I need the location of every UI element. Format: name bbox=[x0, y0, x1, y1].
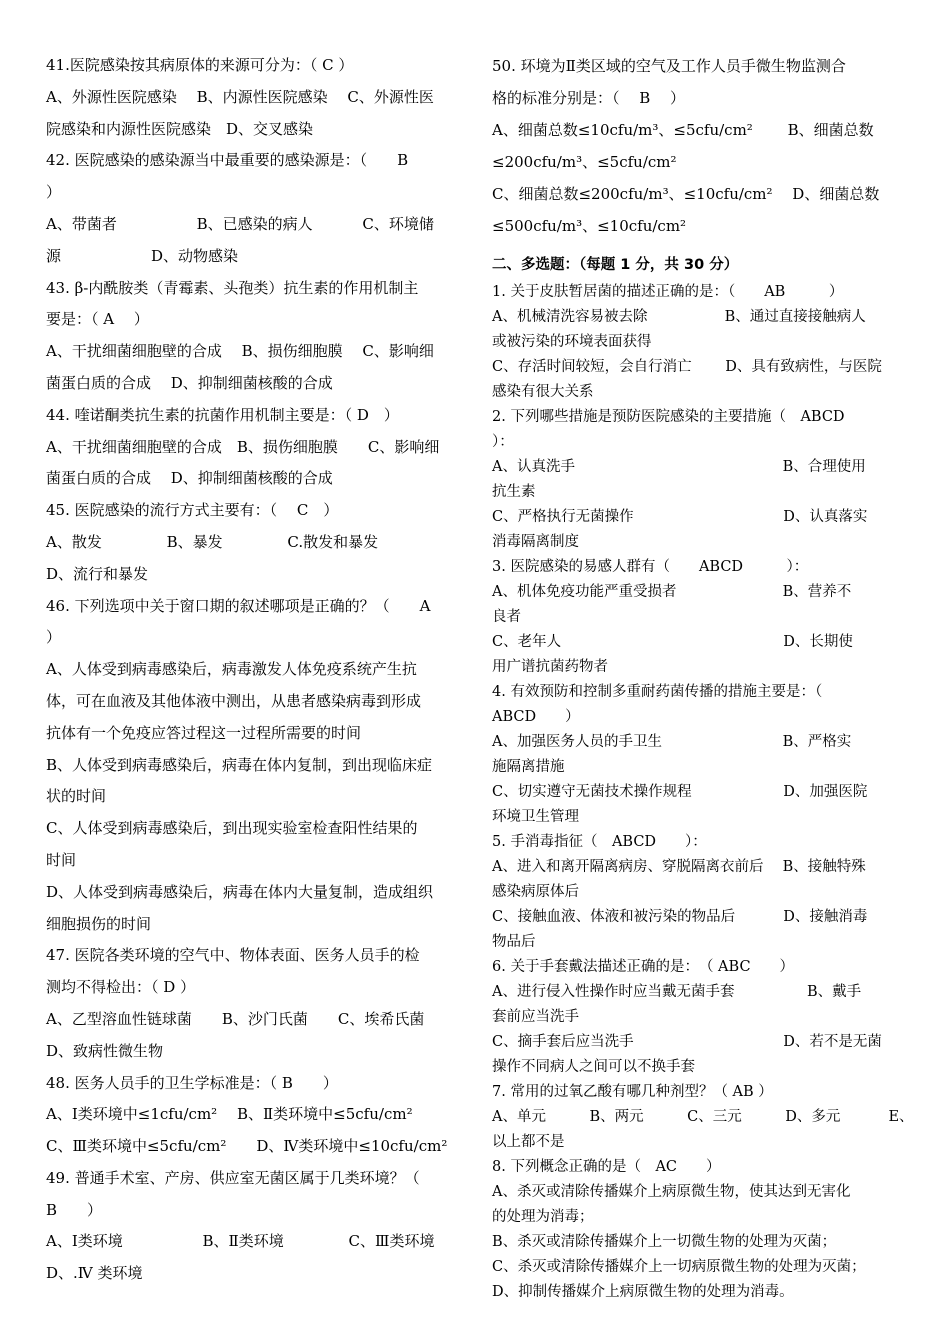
text-line: 50. 环境为Ⅱ类区域的空气及工作人员手微生物监测合 bbox=[492, 57, 846, 75]
text-line: C、存活时间较短，会自行消亡 D、具有致病性，与医院 bbox=[492, 359, 882, 375]
right-column bbox=[492, 50, 912, 1305]
text-line: 消毒隔离制度 bbox=[492, 534, 579, 550]
text-line: 或被污染的环境表面获得 bbox=[492, 334, 652, 350]
single-choice-q50 bbox=[492, 50, 912, 242]
text-line: A、加强医务人员的手卫生 B、严格实 bbox=[492, 734, 852, 750]
text-line: 菌蛋白质的合成 D、抑制细菌核酸的合成 bbox=[46, 373, 333, 392]
text-line: 感染病原体后 bbox=[492, 884, 579, 900]
left-column bbox=[46, 50, 464, 1290]
text-line: 7. 常用的过氧乙酸有哪几种剂型？（ AB ） bbox=[492, 1084, 773, 1100]
text-line: 6. 关于手套戴法描述正确的是： （ ABC ） bbox=[492, 959, 795, 975]
text-line: 42. 医院感染的感染源当中最重要的感染源是：（ B bbox=[46, 151, 409, 170]
text-line: 44. 喹诺酮类抗生素的抗菌作用机制主要是：（ D ） bbox=[46, 405, 399, 424]
text-line: A、Ⅰ类环境中≤1cfu/cm² B、Ⅱ类环境中≤5cfu/cm² bbox=[46, 1105, 413, 1124]
text-line: ≤500cfu/m³、≤10cfu/cm² bbox=[492, 217, 687, 235]
text-line: 2. 下列哪些措施是预防医院感染的主要措施（ ABCD bbox=[492, 409, 845, 425]
text-line: 操作不同病人之间可以不换手套 bbox=[492, 1059, 695, 1075]
text-line: 良者 bbox=[492, 609, 521, 625]
text-line: C、接触血液、体液和被污染的物品后 D、接触消毒 bbox=[492, 909, 868, 925]
section-heading-multiple-choice: 二、多选题：（每题 1 分，共 30 分） bbox=[492, 257, 739, 273]
text-line: A、外源性医院感染 B、内源性医院感染 C、外源性医 bbox=[46, 87, 434, 106]
text-line: B、人体受到病毒感染后，病毒在体内复制，到出现临床症 bbox=[46, 755, 433, 774]
text-line: 49. 普通手术室、产房、供应室无菌区属于几类环境？（ bbox=[46, 1168, 420, 1187]
text-line: A、单元 B、两元 C、三元 D、多元 E、 bbox=[492, 1109, 914, 1125]
text-line: A、散发 B、暴发 C.散发和暴发 bbox=[46, 532, 379, 551]
text-line: D、人体受到病毒感染后，病毒在体内大量复制，造成组织 bbox=[46, 882, 434, 901]
text-line: 47. 医院各类环境的空气中、物体表面、医务人员手的检 bbox=[46, 946, 420, 965]
text-line: 8. 下列概念正确的是（ AC ） bbox=[492, 1159, 721, 1175]
text-line: C、人体受到病毒感染后，到出现实验室检查阳性结果的 bbox=[46, 819, 418, 838]
text-line: 细胞损伤的时间 bbox=[46, 914, 152, 933]
text-line: A、带菌者 B、已感染的病人 C、环境储 bbox=[46, 214, 434, 233]
text-line: D、.Ⅳ 类环境 bbox=[46, 1264, 143, 1283]
text-line: A、机体免疫功能严重受损者 B、营养不 bbox=[492, 584, 852, 600]
text-line: 套前应当洗手 bbox=[492, 1009, 579, 1025]
multiple-choice-questions bbox=[492, 280, 912, 1305]
text-line: 状的时间 bbox=[46, 787, 107, 806]
text-line: A、Ⅰ类环境 B、Ⅱ类环境 C、Ⅲ类环境 bbox=[46, 1232, 435, 1251]
text-line: C、严格执行无菌操作 D、认真落实 bbox=[492, 509, 868, 525]
text-line: A、乙型溶血性链球菌 B、沙门氏菌 C、埃希氏菌 bbox=[46, 1009, 425, 1028]
text-line: 的处理为消毒； bbox=[492, 1209, 594, 1225]
text-line: A、进行侵入性操作时应当戴无菌手套 B、戴手 bbox=[492, 984, 862, 1000]
text-line: ≤200cfu/m³、≤5cfu/cm² bbox=[492, 153, 677, 171]
text-line: 1. 关于皮肤暂居菌的描述正确的是：（ AB ） bbox=[492, 284, 844, 300]
text-line: 3. 医院感染的易感人群有（ ABCD ）： bbox=[492, 559, 809, 575]
text-line: A、杀灭或清除传播媒介上病原微生物，使其达到无害化 bbox=[492, 1184, 851, 1200]
text-line: D、致病性微生物 bbox=[46, 1041, 164, 1060]
text-line: A、进入和离开隔离病房、穿脱隔离衣前后 B、接触特殊 bbox=[492, 859, 866, 875]
text-line: ABCD ） bbox=[492, 709, 580, 725]
text-line: D、流行和暴发 bbox=[46, 564, 149, 583]
text-line: 环境卫生管理 bbox=[492, 809, 579, 825]
text-line: ）： bbox=[492, 434, 514, 450]
text-line: C、细菌总数≤200cfu/m³、≤10cfu/cm² D、细菌总数 bbox=[492, 185, 880, 203]
text-line: 院感染和内源性医院感染 D、交叉感染 bbox=[46, 119, 314, 138]
text-line: 抗体有一个免疫应答过程这一过程所需要的时间 bbox=[46, 723, 362, 742]
text-line: 48. 医务人员手的卫生学标准是：（ B ） bbox=[46, 1073, 338, 1092]
text-line: D、抑制传播媒介上病原微生物的处理为消毒。 bbox=[492, 1284, 794, 1300]
text-line: A、细菌总数≤10cfu/m³、≤5cfu/cm² B、细菌总数 bbox=[492, 121, 874, 139]
text-line: 菌蛋白质的合成 D、抑制细菌核酸的合成 bbox=[46, 469, 333, 488]
text-line: 41.医院感染按其病原体的来源可分为：（ C ） bbox=[46, 56, 354, 74]
text-line: B、杀灭或清除传播媒介上一切微生物的处理为灭菌； bbox=[492, 1234, 837, 1250]
text-line: 格的标准分别是：（ B ） bbox=[492, 89, 686, 107]
text-line: C、摘手套后应当洗手 D、若不是无菌 bbox=[492, 1034, 882, 1050]
text-line: 4. 有效预防和控制多重耐药菌传播的措施主要是：（ bbox=[492, 684, 823, 700]
text-line: C、Ⅲ类环境中≤5cfu/cm² D、Ⅳ类环境中≤10cfu/cm² bbox=[46, 1137, 448, 1156]
text-line: 以上都不是 bbox=[492, 1134, 565, 1150]
text-line: 5. 手消毒指征（ ABCD ）： bbox=[492, 834, 707, 850]
text-line: ） bbox=[46, 628, 62, 647]
text-line: 46. 下列选项中关于窗口期的叙述哪项是正确的？（ A bbox=[46, 596, 431, 615]
text-line: 要是：（ A ） bbox=[46, 310, 149, 329]
text-line: 用广谱抗菌药物者 bbox=[492, 659, 608, 675]
text-line: B ） bbox=[46, 1200, 103, 1219]
text-line: C、杀灭或清除传播媒介上一切病原微生物的处理为灭菌； bbox=[492, 1259, 866, 1275]
text-line: 体，可在血液及其他体液中测出，从患者感染病毒到形成 bbox=[46, 691, 422, 710]
text-line: A、人体受到病毒感染后，病毒激发人体免疫系统产生抗 bbox=[46, 660, 417, 679]
text-line: 抗生素 bbox=[492, 484, 536, 500]
text-line: A、干扰细菌细胞壁的合成 B、损伤细胞膜 C、影响细 bbox=[46, 437, 440, 456]
text-line: 时间 bbox=[46, 850, 77, 869]
text-line: 测均不得检出：（ D ） bbox=[46, 978, 196, 997]
text-line: C、老年人 D、长期使 bbox=[492, 634, 853, 650]
text-line: 施隔离措施 bbox=[492, 759, 565, 775]
text-line: ） bbox=[46, 183, 62, 202]
text-line: 源 D、动物感染 bbox=[46, 246, 239, 265]
text-line: A、干扰细菌细胞壁的合成 B、损伤细胞膜 C、影响细 bbox=[46, 342, 434, 361]
text-line: 物品后 bbox=[492, 934, 536, 950]
text-line: A、认真洗手 B、合理使用 bbox=[492, 459, 866, 475]
text-line: 感染有很大关系 bbox=[492, 384, 594, 400]
text-line: 43. β-内酰胺类（青霉素、头孢类）抗生素的作用机制主 bbox=[46, 278, 419, 297]
text-line: C、切实遵守无菌技术操作规程 D、加强医院 bbox=[492, 784, 868, 800]
text-line: A、机械清洗容易被去除 B、通过直接接触病人 bbox=[492, 309, 866, 325]
text-line: 45. 医院感染的流行方式主要有：（ C ） bbox=[46, 501, 339, 520]
